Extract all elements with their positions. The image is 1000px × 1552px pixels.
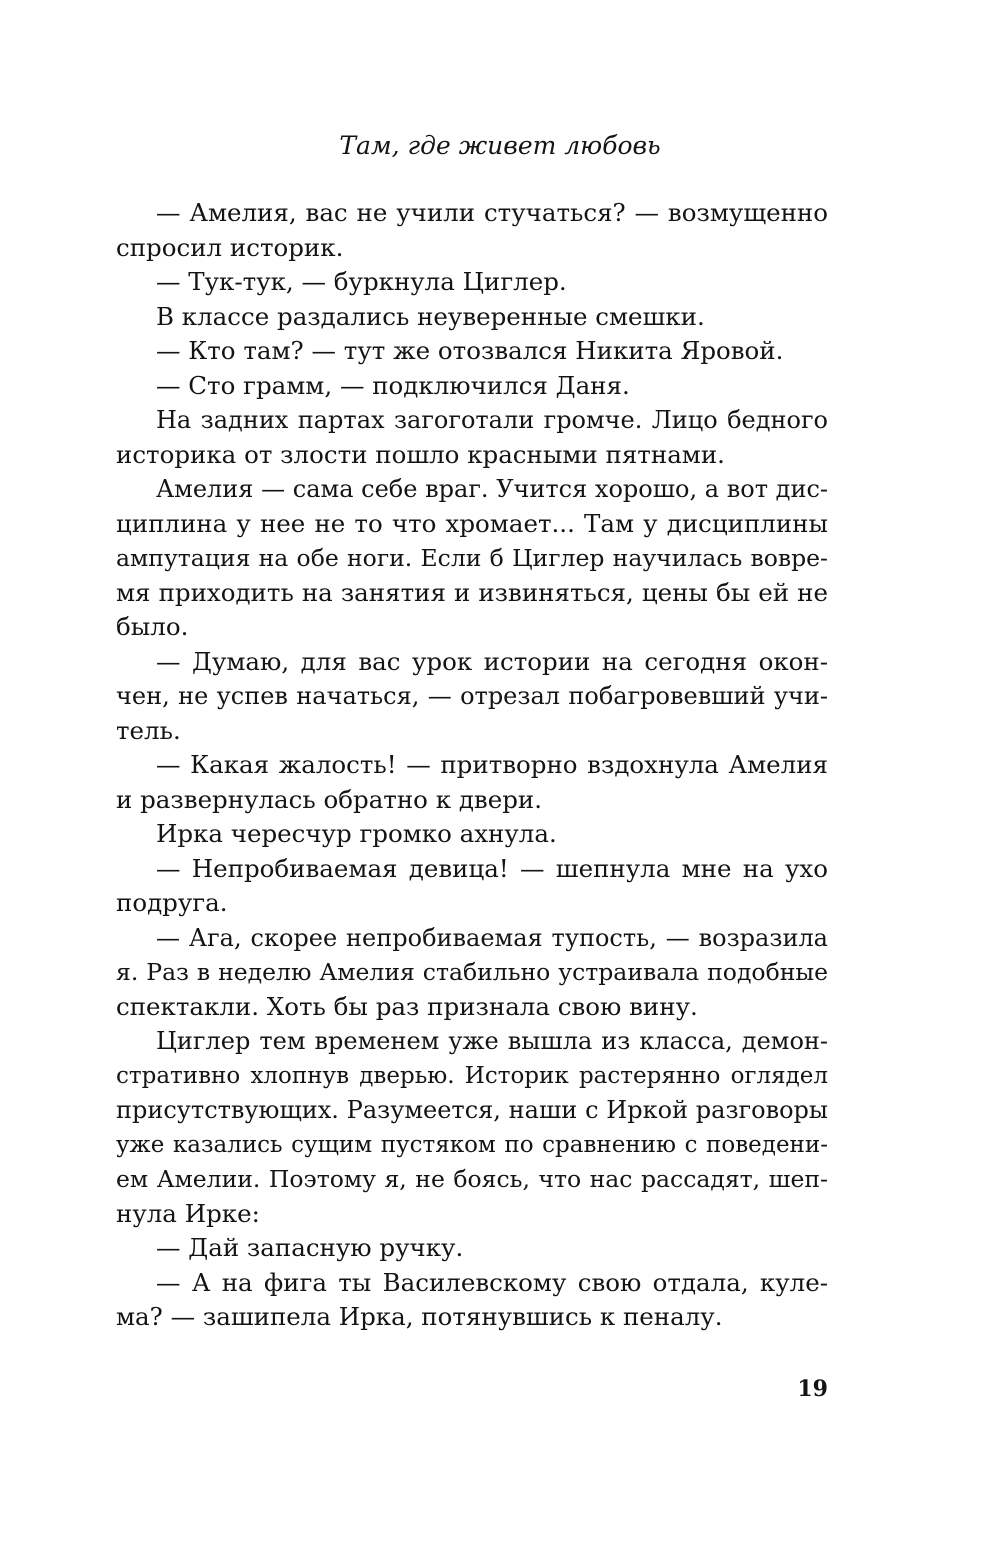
text-line: — Ага, скорее непробиваемая тупость, — возразила (156, 923, 828, 952)
text-line: тель. (116, 715, 181, 745)
text-line: историка от злости пошло красными пятнами. (116, 439, 725, 469)
text-line: было. (116, 612, 189, 641)
text-line: В классе раздались неуверенные смешки. (156, 301, 705, 331)
text-line: — Непробиваемая девица! — шепнула мне на ухо (156, 853, 828, 883)
text-line: я. Раз в неделю Амелия стабильно устраивала подобные (116, 958, 828, 986)
page-number: 19 (797, 1376, 828, 1402)
text-line: уже казались сущим пустяком по сравнению с поведени- (116, 1131, 828, 1158)
text-line: — Дай запасную ручку. (156, 1233, 464, 1262)
text-line: циплина у нее не то что хромает... Там у дисциплины (116, 508, 828, 538)
text-line: Циглер тем временем уже вышла из класса, демон- (156, 1027, 828, 1055)
text-line: — Думаю, для вас урок истории на сегодня окон- (156, 646, 828, 676)
text-line: — Кто там? — тут же отозвался Никита Яровой. (156, 336, 784, 365)
text-line: спросил историк. (116, 232, 344, 262)
text-line: подруга. (116, 888, 228, 917)
text-line: стративно хлопнув дверью. Историк растерянно оглядел (116, 1062, 828, 1089)
text-line: ем Амелии. Поэтому я, не боясь, что нас рассадят, шеп- (116, 1165, 828, 1193)
text-line: спектакли. Хоть бы раз признала свою вину. (116, 991, 698, 1021)
text-line: чен, не успев начаться, — отрезал побагровевший учи- (116, 682, 828, 710)
text-line: мя приходить на занятия и извиняться, цены бы ей не (116, 577, 828, 607)
text-line: ампутация на обе ноги. Если б Циглер научилась вовре- (116, 544, 828, 572)
body-text (116, 196, 828, 1335)
running-header-title: Там, где живет любовь (339, 131, 661, 160)
text-line: Ирка чересчур громко ахнула. (156, 819, 557, 848)
text-line: — Какая жалость! — притворно вздохнула Амелия (156, 750, 828, 779)
text-line: Амелия — сама себе враг. Учится хорошо, а вот дис- (156, 475, 828, 503)
text-line: На задних партах загоготали громче. Лицо бедного (156, 406, 828, 434)
text-line: нула Ирке: (116, 1198, 260, 1228)
text-line: — Амелия, вас не учили стучаться? — возмущенно (156, 198, 828, 227)
text-line: и развернулась обратно к двери. (116, 784, 542, 814)
text-line: — А на фига ты Василевскому свою отдала, куле- (156, 1267, 828, 1297)
text-line: присутствующих. Разумеется, наши с Иркой разговоры (116, 1096, 828, 1124)
text-line: — Тук-тук, — буркнула Циглер. (156, 267, 567, 296)
text-line: ма? — зашипела Ирка, потянувшись к пеналу. (116, 1302, 723, 1331)
text-line: — Сто грамм, — подключился Даня. (156, 370, 630, 400)
